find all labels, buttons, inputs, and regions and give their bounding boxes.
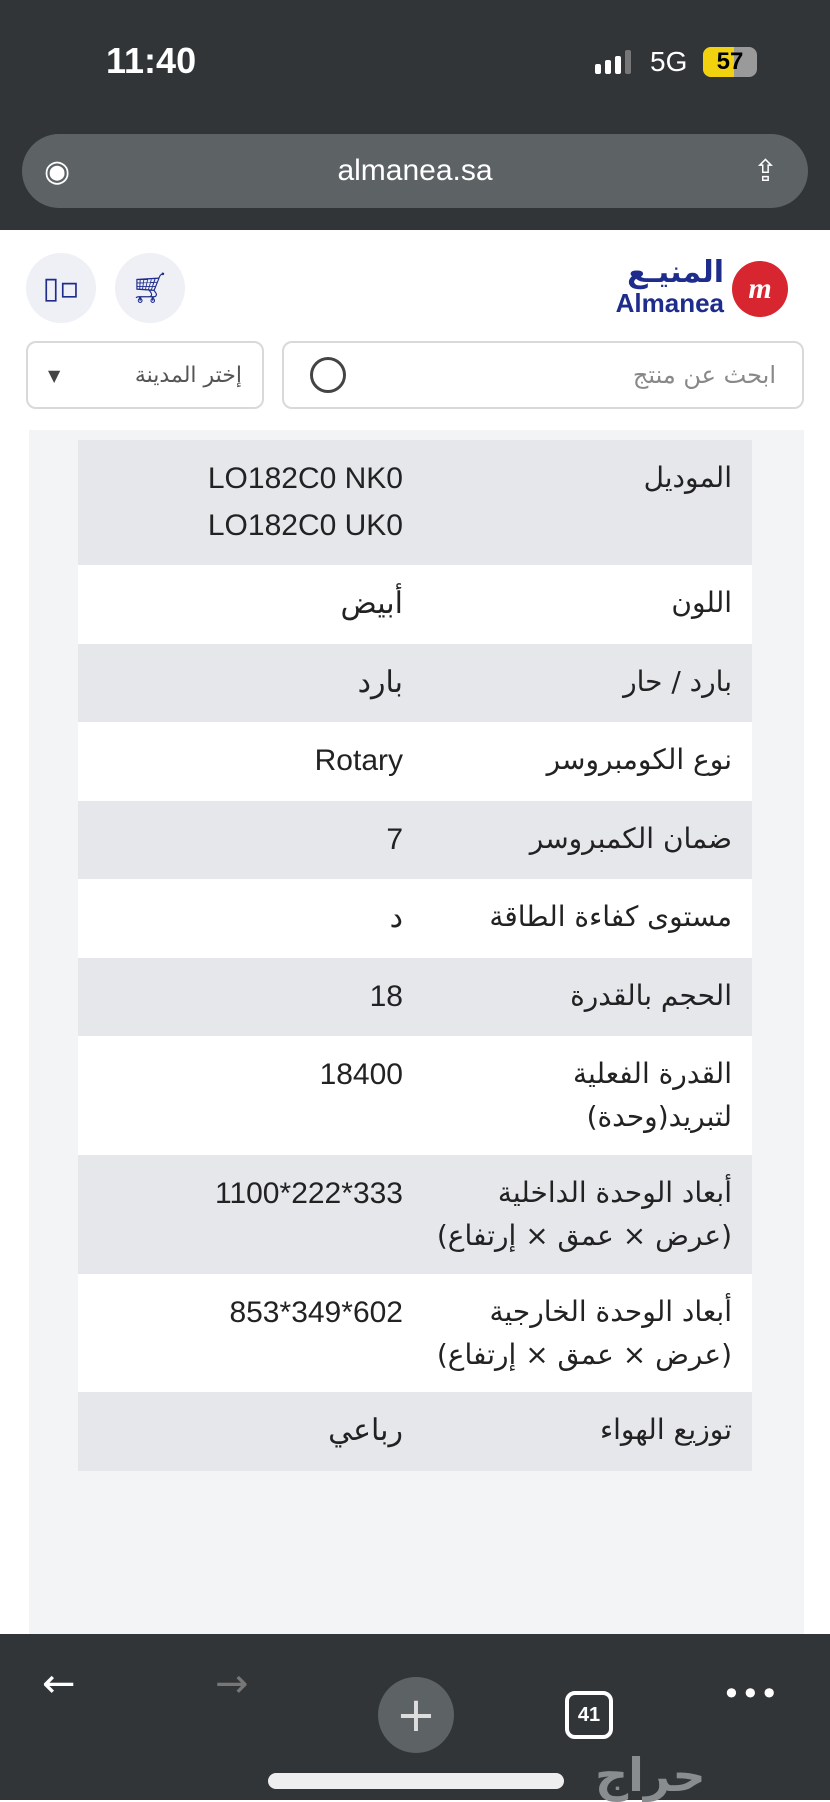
logo-arabic: المنيـع [627, 255, 724, 290]
spec-row [78, 1155, 752, 1274]
home-indicator[interactable] [268, 1773, 564, 1789]
cart-icon: 🛒︎ [130, 270, 170, 306]
spec-row [78, 722, 752, 801]
spec-value: 18400 [319, 1058, 403, 1091]
back-button[interactable]: ← [42, 1661, 76, 1707]
google-lens-icon[interactable]: ◉ [44, 154, 71, 188]
spec-value: LO182C0 NK0 LO182C0 UK0 [207, 462, 403, 542]
spec-value: 7 [386, 822, 403, 856]
spec-row [78, 1036, 752, 1155]
spec-label: الحجم بالقدرة [570, 978, 732, 1012]
spec-label: أبعاد الوحدة الداخلية (عرض × عمق × إرتفاع) [436, 1175, 732, 1253]
grid-icon: ▯▫ [42, 270, 80, 306]
spec-label: بارد / حار [623, 664, 732, 698]
search-placeholder: ابحث عن منتج [632, 361, 776, 389]
spec-row [78, 440, 752, 565]
spec-label: الموديل [643, 461, 732, 494]
spec-label: القدرة الفعلية لتبريد(وحدة) [573, 1057, 732, 1134]
share-icon[interactable]: ⇪ [752, 154, 778, 188]
specs-card [29, 430, 804, 1634]
logo-english: Almanea [615, 288, 724, 318]
search-input[interactable] [282, 341, 804, 409]
more-icon[interactable]: ••• [722, 1675, 779, 1713]
spec-row [78, 1392, 752, 1471]
address-bar[interactable] [22, 134, 808, 208]
search-icon[interactable] [310, 357, 346, 393]
spec-value: أبيض [340, 587, 403, 620]
caret-down-icon: ▼ [48, 365, 61, 385]
spec-label: توزيع الهواء [599, 1413, 732, 1447]
spec-row [78, 958, 752, 1037]
spec-value: د [389, 901, 403, 934]
city-select-label: إختر المدينة [134, 362, 242, 388]
network-type: 5G [650, 46, 688, 77]
status-bar [0, 0, 830, 230]
spec-label: أبعاد الوحدة الخارجية (عرض × عمق × إرتفاع) [436, 1294, 732, 1371]
spec-label: نوع الكومبروسر [546, 743, 732, 776]
spec-value: 333*222*1100 [214, 1176, 403, 1210]
spec-value: 18 [369, 979, 403, 1013]
almanea-logo[interactable] [615, 255, 788, 319]
spec-label: مستوى كفاءة الطاقة [489, 900, 732, 933]
spec-row [78, 644, 752, 723]
city-select[interactable] [26, 341, 264, 409]
url-text[interactable]: almanea.sa [337, 154, 493, 187]
watermark: حراج [595, 1748, 706, 1802]
spec-value: رباعي [328, 1414, 403, 1448]
clock: 11:40 [106, 40, 197, 81]
categories-button[interactable] [26, 253, 96, 323]
cart-button[interactable] [115, 253, 185, 323]
spec-label: ضمان الكمبروسر [529, 821, 732, 855]
spec-row [78, 565, 752, 644]
forward-button[interactable]: → [215, 1661, 249, 1707]
logo-mark: m [732, 261, 788, 317]
spec-value: 602*349*853 [229, 1295, 403, 1329]
spec-label: اللون [671, 586, 732, 619]
spec-row [78, 801, 752, 880]
new-tab-button[interactable]: + [378, 1677, 454, 1753]
spec-row [78, 1274, 752, 1393]
specs-table [78, 440, 752, 1471]
battery-icon [703, 47, 757, 77]
spec-row [78, 879, 752, 958]
spec-value: بارد [357, 665, 403, 699]
signal-icon [595, 50, 631, 74]
spec-value: Rotary [314, 744, 403, 777]
battery-level: 57 [716, 48, 744, 75]
tabs-button[interactable]: 41 [565, 1691, 613, 1739]
